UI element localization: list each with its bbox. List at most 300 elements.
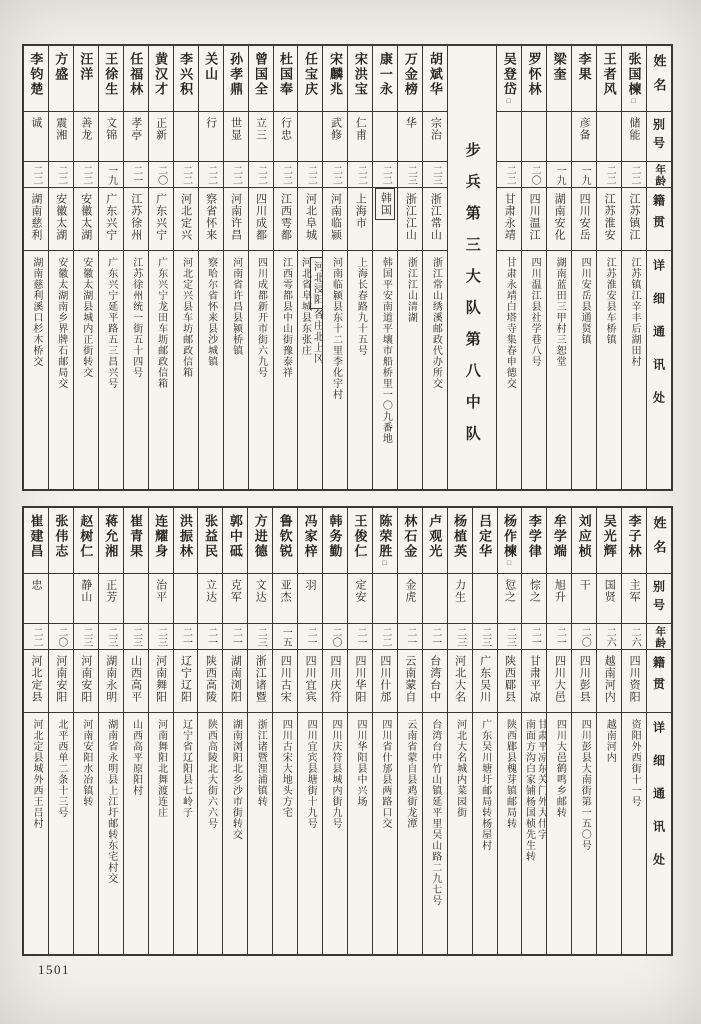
- person-alias: 善龙: [79, 117, 92, 141]
- address-text: 越南河内: [604, 719, 616, 763]
- name-cell: [348, 508, 372, 574]
- header-name: [647, 46, 671, 112]
- address-cell: [24, 251, 48, 489]
- person-alias: 羽: [304, 579, 317, 591]
- native-place-cell: [323, 650, 347, 713]
- person-address: [379, 713, 391, 829]
- person-address: [155, 251, 167, 389]
- address-line: [429, 719, 441, 906]
- address-line: [130, 719, 142, 796]
- age-cell: [622, 624, 646, 650]
- person-alias: 金虎: [403, 579, 416, 603]
- person-address: [30, 251, 42, 367]
- person-native-place: 浙江常山: [429, 193, 442, 241]
- address-cell: [198, 713, 222, 954]
- native-place-cell: [149, 188, 173, 251]
- address-line: [503, 257, 515, 389]
- alias-cell: [572, 574, 596, 624]
- alias-cell: [622, 112, 646, 162]
- name-cell: [99, 508, 123, 574]
- address-text: 江苏淮安县车桥镇: [604, 257, 616, 345]
- address-text: 四川省什邡县两路口交: [379, 719, 391, 829]
- address-text: 陕西高陵北大街六六号: [205, 719, 217, 829]
- person-address: [628, 713, 640, 807]
- name-cell: [49, 46, 73, 112]
- native-place-cell: [124, 650, 148, 713]
- address-cell: [398, 251, 422, 489]
- person-name: 梁奎: [551, 52, 567, 82]
- name-cell: [323, 46, 347, 112]
- person-address: [279, 713, 291, 818]
- address-text: 台湾台中竹山镇延平里吴山路二九七号: [429, 719, 441, 906]
- roster-column: [197, 508, 222, 954]
- person-alias: 正芳: [104, 579, 117, 603]
- native-place-cell: [423, 188, 447, 251]
- native-place-cell: [99, 650, 123, 713]
- person-name-wrap: [51, 508, 70, 559]
- person-alias: 立达: [204, 579, 217, 603]
- person-age: 二二: [55, 165, 67, 185]
- person-name: 罗怀林: [526, 52, 542, 97]
- person-native-place: 四川安岳: [578, 193, 591, 241]
- age-cell: [174, 162, 198, 188]
- alias-cell: [597, 112, 621, 162]
- address-cell: [547, 713, 571, 954]
- address-line: [205, 257, 217, 367]
- address-text: 甘肃永靖白塔寺集春申德交: [504, 257, 516, 389]
- native-place-cell: [124, 188, 148, 251]
- alias-cell: [124, 112, 148, 162]
- address-text: 河北定县城外西王吕村: [30, 719, 42, 829]
- age-cell: [423, 162, 447, 188]
- address-line: [30, 719, 42, 829]
- alias-cell: [398, 574, 422, 624]
- roster-column: [98, 46, 123, 489]
- address-cell: [547, 251, 571, 489]
- address-text: 南面方沟白家铺杨国桢先生转: [523, 719, 535, 862]
- person-age: 二三: [255, 627, 267, 647]
- alias-cell: [49, 574, 73, 624]
- person-age: 二一: [354, 627, 366, 647]
- person-native-place: 四川华阳: [353, 655, 366, 703]
- address-line: [55, 719, 67, 818]
- alias-cell: [224, 112, 248, 162]
- address-text: 河北定兴县车坊邮政信箱: [180, 257, 192, 378]
- age-cell: [622, 162, 646, 188]
- person-alias: 旭升: [553, 579, 566, 603]
- name-cell: [473, 508, 497, 574]
- address-cell: [597, 713, 621, 954]
- person-native-place: 江苏淮安: [603, 193, 616, 241]
- alias-cell: [124, 574, 148, 624]
- address-cell: [398, 713, 422, 954]
- address-text: 广东兴宁龙田车坜邮政信箱: [155, 257, 167, 389]
- name-cell: [249, 46, 273, 112]
- address-line: [105, 257, 117, 389]
- person-alias: 储能: [628, 117, 641, 141]
- unit-title: 步兵第三大队第八中队: [463, 142, 480, 457]
- native-place-cell: [298, 650, 322, 713]
- address-text: 四川宜宾县塘街十九号: [305, 719, 317, 829]
- roster-table-top: [22, 44, 673, 491]
- person-age: 二三: [105, 627, 117, 647]
- alias-cell: [547, 574, 571, 624]
- native-place-cell: [348, 188, 372, 251]
- person-address: [578, 251, 590, 345]
- person-native-place: 广东兴宁: [154, 193, 167, 241]
- name-cell: [522, 46, 546, 112]
- address-text: 四川庆符县城内街九号: [330, 719, 342, 829]
- name-note-mark: □: [629, 97, 638, 105]
- address-line: [254, 719, 266, 807]
- person-native-place: 广东吴川: [478, 655, 491, 703]
- person-name-wrap: [375, 508, 394, 567]
- person-address: [454, 713, 466, 818]
- address-text: 四川温江县社学巷八号: [529, 257, 541, 367]
- age-cell: [49, 162, 73, 188]
- person-address: [80, 251, 92, 378]
- person-alias: 孝亭: [129, 117, 142, 141]
- name-cell: [99, 46, 123, 112]
- age-cell: [572, 624, 596, 650]
- person-address: [354, 713, 366, 807]
- name-cell: [74, 508, 98, 574]
- name-cell: [448, 508, 472, 574]
- alias-cell: [223, 574, 247, 624]
- native-place-cell: [348, 650, 372, 713]
- person-age: 二六: [629, 627, 641, 647]
- address-cell: [298, 251, 322, 489]
- alias-cell: [248, 574, 272, 624]
- roster-column: [273, 46, 298, 489]
- person-address: [130, 713, 142, 796]
- address-cell: [298, 713, 322, 954]
- person-name-wrap: [500, 46, 519, 105]
- person-age: 二三: [454, 627, 466, 647]
- address-text: 韩国平安南道平壤市船桥里一〇九番地: [380, 257, 392, 444]
- person-native-place: 四川庆符: [329, 655, 342, 703]
- person-address: [155, 713, 167, 818]
- address-line: [280, 257, 292, 378]
- roster-column: [24, 46, 48, 489]
- address-cell: [273, 713, 297, 954]
- person-name: 郭中砥: [227, 514, 243, 559]
- header-column: [646, 46, 671, 489]
- address-text: 安徽太湖县城内正街转交: [80, 257, 92, 378]
- alias-cell: [448, 574, 472, 624]
- native-place-cell: [49, 188, 73, 251]
- person-native-place: 河南临颍: [329, 193, 342, 241]
- alias-cell: [348, 574, 372, 624]
- native-place-cell: [597, 650, 621, 713]
- name-cell: [223, 508, 247, 574]
- name-cell: [423, 508, 447, 574]
- person-age: 二〇: [529, 165, 541, 185]
- native-place-cell: [448, 650, 472, 713]
- native-place-cell: [174, 188, 198, 251]
- alias-cell: [423, 574, 447, 624]
- age-cell: [74, 162, 98, 188]
- person-name: 洪振林: [178, 514, 194, 559]
- address-text: 四川成都新开市街六九号: [255, 257, 267, 378]
- native-place-cell: [398, 188, 422, 251]
- roster-column: [48, 46, 73, 489]
- age-cell: [298, 624, 322, 650]
- page-number: 1501: [38, 962, 70, 977]
- person-name: 汪洋: [78, 52, 94, 82]
- roster-column: [98, 508, 123, 954]
- age-cell: [149, 162, 173, 188]
- person-name: 杨植英: [452, 514, 468, 559]
- header-age: [647, 162, 671, 188]
- person-address: [105, 713, 117, 884]
- name-cell: [174, 508, 198, 574]
- person-native-place: 四川大邑: [553, 655, 566, 703]
- person-native-place: 浙江江山: [404, 193, 417, 241]
- address-cell: [423, 713, 447, 954]
- header-address: [647, 713, 671, 954]
- person-address: [503, 251, 515, 389]
- address-cell: [223, 713, 247, 954]
- native-place-cell: [323, 188, 347, 251]
- person-alias: 文锦: [104, 117, 117, 141]
- person-native-place: 四川成都: [254, 193, 267, 241]
- address-text: 河南省许昌县颍桥镇: [230, 257, 242, 356]
- person-name-wrap: [401, 46, 420, 97]
- address-text: 广东兴宁延平路五三昌兴号: [105, 257, 117, 389]
- age-cell: [547, 162, 571, 188]
- address-text: 河南安阳水冶镇转: [80, 719, 92, 807]
- address-cell: [498, 713, 522, 954]
- age-cell: [248, 624, 272, 650]
- header-native: [647, 188, 671, 251]
- name-cell: [24, 46, 48, 112]
- person-native-place: 四川温江: [528, 193, 541, 241]
- name-cell: [398, 46, 422, 112]
- person-native-place: 云南蒙自: [403, 655, 416, 703]
- person-name-wrap: [51, 46, 70, 82]
- roster-column: [48, 508, 73, 954]
- person-address: [329, 713, 341, 829]
- person-native-place: 山西高平: [129, 655, 142, 703]
- address-cell: [373, 713, 397, 954]
- address-text: 各庄北上冈: [311, 309, 323, 364]
- person-name-wrap: [126, 508, 145, 559]
- person-age: 二〇: [330, 627, 342, 647]
- name-cell: [49, 508, 73, 574]
- roster-column: [297, 46, 322, 489]
- roster-column: [447, 508, 472, 954]
- address-line: [329, 257, 341, 400]
- person-native-place: 台湾台中: [428, 655, 441, 703]
- person-native-place: 河南舞阳: [154, 655, 167, 703]
- address-text: 湖南浏阳北乡沙市街转交: [230, 719, 242, 840]
- roster-column: [422, 508, 447, 954]
- name-cell: [597, 508, 621, 574]
- name-cell: [199, 46, 223, 112]
- person-age: 二二: [230, 165, 242, 185]
- person-name-wrap: [301, 508, 320, 559]
- alias-cell: [522, 112, 546, 162]
- person-name-wrap: [376, 46, 395, 97]
- age-cell: [298, 162, 322, 188]
- address-line: [404, 719, 416, 829]
- person-age: 二二: [30, 627, 42, 647]
- person-address: [298, 251, 322, 364]
- person-age: 二二: [504, 165, 516, 185]
- native-place-cell: [273, 650, 297, 713]
- age-cell: [597, 624, 621, 650]
- name-note-mark: □: [380, 559, 389, 567]
- age-cell: [24, 162, 48, 188]
- person-name: 林石金: [402, 514, 418, 559]
- person-name-wrap: [176, 46, 195, 97]
- alias-cell: [24, 574, 48, 624]
- address-text: 四川安岳县通贤镇: [579, 257, 591, 345]
- address-line: [553, 719, 565, 818]
- address-line: [628, 719, 640, 807]
- address-cell: [124, 713, 148, 954]
- age-cell: [323, 624, 347, 650]
- person-name-wrap: [151, 508, 170, 559]
- header-address-label: 详细通讯处: [651, 721, 666, 886]
- roster-column: [73, 46, 98, 489]
- roster-column: [222, 508, 247, 954]
- address-text: 四川华阳县中兴场: [354, 719, 366, 807]
- native-place-cell: [49, 650, 73, 713]
- person-age: 二三: [130, 627, 142, 647]
- person-age: 二一: [305, 627, 317, 647]
- address-cell: [348, 251, 372, 489]
- person-address: [30, 713, 42, 829]
- person-address: [429, 713, 441, 906]
- person-age: 二六: [604, 627, 616, 647]
- address-text: 安徽太湖南乡界牌石邮局交: [55, 257, 67, 389]
- alias-cell: [74, 112, 98, 162]
- address-line: [628, 257, 640, 367]
- address-cell: [24, 713, 48, 954]
- header-alias: [647, 574, 671, 624]
- address-text: 江苏镇江辛丰后湖田村: [629, 257, 641, 367]
- person-name: 王俊仁: [352, 514, 368, 559]
- person-address: [205, 251, 217, 367]
- person-address: [204, 713, 216, 829]
- person-name-wrap: [301, 46, 320, 97]
- alias-cell: [274, 112, 298, 162]
- roster-column: [322, 508, 347, 954]
- name-cell: [273, 508, 297, 574]
- person-age: 二一: [205, 627, 217, 647]
- address-cell: [323, 251, 347, 489]
- person-age: 二三: [155, 627, 167, 647]
- alias-cell: [199, 112, 223, 162]
- address-line: [404, 257, 416, 323]
- person-native-place: 湖南慈利: [29, 193, 42, 241]
- address-text: 甘肃平凉东关门外大什字: [535, 719, 547, 840]
- address-cell: [373, 251, 397, 489]
- person-name: 吴光辉: [601, 514, 617, 559]
- person-address: [304, 713, 316, 829]
- person-address: [578, 713, 590, 851]
- name-note-mark: □: [504, 97, 513, 105]
- age-cell: [522, 162, 546, 188]
- person-name-wrap: [600, 508, 619, 559]
- age-cell: [198, 624, 222, 650]
- age-cell: [398, 162, 422, 188]
- address-cell: [448, 713, 472, 954]
- person-age: 二三: [479, 627, 491, 647]
- person-name-wrap: [76, 508, 95, 559]
- age-cell: [348, 162, 372, 188]
- person-alias: 彦备: [578, 117, 591, 141]
- person-alias: 悰之: [528, 579, 541, 603]
- person-name: 蒋允湘: [103, 514, 119, 559]
- alias-cell: [423, 112, 447, 162]
- person-native-place: 江苏徐州: [129, 193, 142, 241]
- address-cell: [274, 251, 298, 489]
- alias-cell: [298, 112, 322, 162]
- person-address: [404, 713, 416, 829]
- person-address: [230, 251, 242, 356]
- person-age: 二〇: [155, 165, 167, 185]
- person-native-place: 越南河内: [603, 655, 616, 703]
- person-native-place: 河北定兴: [179, 193, 192, 241]
- alias-cell: [622, 574, 646, 624]
- person-name-wrap: [201, 508, 220, 559]
- person-age: 二三: [430, 165, 442, 185]
- age-cell: [323, 162, 347, 188]
- name-cell: [174, 46, 198, 112]
- native-place-cell: [547, 188, 571, 251]
- person-name-wrap: [600, 46, 619, 97]
- roster-column: [596, 46, 621, 489]
- native-place-cell: [74, 650, 98, 713]
- person-age: 二一: [554, 627, 566, 647]
- person-alias: 仁甫: [354, 117, 367, 141]
- address-cell: [348, 713, 372, 954]
- person-alias: 立三: [254, 117, 267, 141]
- roster-column: [571, 46, 596, 489]
- person-alias: 力生: [453, 579, 466, 603]
- person-address: [603, 251, 615, 345]
- name-cell: [149, 508, 173, 574]
- roster-column: [546, 508, 571, 954]
- person-name: 宋洪宝: [352, 52, 368, 97]
- roster-column: [521, 508, 546, 954]
- roster-column: [496, 46, 521, 489]
- alias-cell: [498, 574, 522, 624]
- person-name-wrap: [400, 508, 419, 559]
- alias-cell: [99, 112, 123, 162]
- native-place-cell: [24, 188, 48, 251]
- native-place-cell: [622, 650, 646, 713]
- address-line: [603, 719, 615, 763]
- name-cell: [622, 508, 646, 574]
- address-line: [310, 257, 322, 364]
- address-text: 江西雩都县中山街豫泰祥: [280, 257, 292, 378]
- name-cell: [547, 508, 571, 574]
- person-age: 二一: [180, 627, 192, 647]
- person-name: 方进德: [252, 514, 268, 559]
- person-address: [80, 713, 92, 807]
- address-text: 浙江江山清湖: [405, 257, 417, 323]
- person-name: 李钧楚: [28, 52, 44, 97]
- age-cell: [497, 162, 521, 188]
- address-line: [603, 257, 615, 345]
- person-native-place: 湖南浏阳: [229, 655, 242, 703]
- native-place-cell: [373, 188, 397, 251]
- name-cell: [198, 508, 222, 574]
